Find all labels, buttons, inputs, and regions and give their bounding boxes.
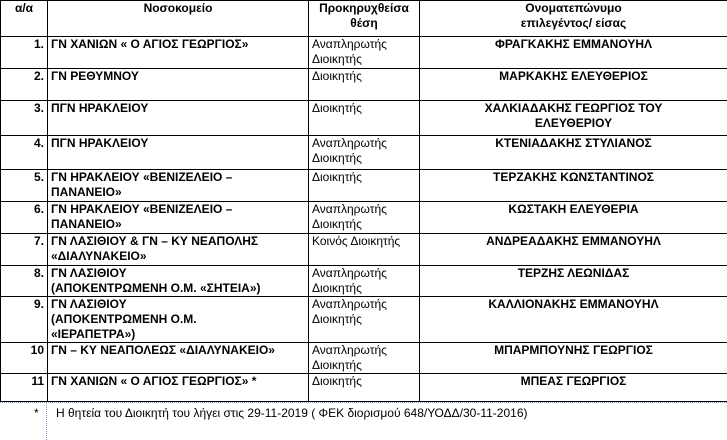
appointee-name-cell: ΜΑΡΚΑΚΗΣ ΕΛΕΥΘΕΡΙΟΣ (420, 69, 727, 101)
row-number: 1. (1, 37, 48, 69)
header-hospital: Νοσοκομείο (48, 1, 309, 37)
appointee-name-cell: ΑΝΔΡΕΑΔΑΚΗΣ ΕΜΜΑΝΟΥΗΛ (420, 234, 727, 266)
position-cell: Κοινός Διοικητής (309, 234, 420, 266)
position-cell: Διοικητής (309, 170, 420, 202)
position-cell: Αναπληρωτής Διοικητής (309, 37, 420, 69)
row-number: 3. (1, 101, 48, 136)
table-row (1, 297, 727, 343)
row-number: 10 (1, 343, 48, 374)
table-row (1, 266, 727, 297)
hospital-cell: ΓΝ ΡΕΘΥΜΝΟΥ (48, 69, 309, 101)
table-row (1, 170, 727, 202)
position-cell: Αναπληρωτής Διοικητής (309, 343, 420, 374)
footnote-marker: * (34, 406, 39, 420)
appointee-name-cell: ΚΤΕΝΙΑΔΑΚΗΣ ΣΤΥΛΙΑΝΟΣ (420, 136, 727, 170)
position-cell: Αναπληρωτής Διοικητής (309, 202, 420, 234)
row-number: 2. (1, 69, 48, 101)
row-number: 8. (1, 266, 48, 297)
table-header-row (1, 1, 727, 37)
hospital-cell: ΓΝ ΗΡΑΚΛΕΙΟΥ «ΒΕΝΙΖΕΛΕΙΟ – ΠΑΝΑΝΕΙΟ» (48, 202, 309, 234)
position-cell: Διοικητής (309, 69, 420, 101)
table-row (1, 69, 727, 101)
hospital-cell: ΓΝ ΛΑΣΙΘΙΟΥ (ΑΠΟΚΕΝΤΡΩΜΕΝΗ Ο.Μ. «ΣΗΤΕΙΑ») (48, 266, 309, 297)
hospital-cell: ΓΝ ΛΑΣΙΘΙΟΥ & ΓΝ – ΚΥ ΝΕΑΠΟΛΗΣ «ΔΙΑΛΥΝΑΚΕΙΟ» (48, 234, 309, 266)
hospital-cell: ΓΝ – ΚΥ ΝΕΑΠΟΛΕΩΣ «ΔΙΑΛΥΝΑΚΕΙΟ» (48, 343, 309, 374)
appointee-name-cell: ΜΠΕΑΣ ΓΕΩΡΓΙΟΣ (420, 374, 727, 402)
row-number: 7. (1, 234, 48, 266)
table-row (1, 343, 727, 374)
header-name: Ονοματεπώνυμο επιλεγέντος/ είσας (420, 1, 727, 37)
appointee-name-cell: ΦΡΑΓΚΑΚΗΣ ΕΜΜΑΝΟΥΗΛ (420, 37, 727, 69)
hospital-cell: ΠΓΝ ΗΡΑΚΛΕΙΟΥ (48, 101, 309, 136)
appointee-name-cell: ΜΠΑΡΜΠΟΥΝΗΣ ΓΕΩΡΓΙΟΣ (420, 343, 727, 374)
footnote (0, 402, 727, 440)
hospital-cell: ΠΓΝ ΗΡΑΚΛΕΙΟΥ (48, 136, 309, 170)
position-cell: Αναπληρωτής Διοικητής (309, 266, 420, 297)
table-row (1, 374, 727, 402)
table-row (1, 101, 727, 136)
hospital-cell: ΓΝ ΗΡΑΚΛΕΙΟΥ «ΒΕΝΙΖΕΛΕΙΟ – ΠΑΝΑΝΕΙΟ» (48, 170, 309, 202)
row-number: 5. (1, 170, 48, 202)
position-cell: Διοικητής (309, 374, 420, 402)
table-row (1, 136, 727, 170)
position-cell: Αναπληρωτής Διοικητής (309, 297, 420, 343)
position-cell: Διοικητής (309, 101, 420, 136)
table-row (1, 202, 727, 234)
appointee-name-cell: ΚΑΛΛΙΟΝΑΚΗΣ ΕΜΜΑΝΟΥΗΛ (420, 297, 727, 343)
row-number: 6. (1, 202, 48, 234)
table-row (1, 37, 727, 69)
appointee-name-cell: ΤΕΡΖΗΣ ΛΕΩΝΙΔΑΣ (420, 266, 727, 297)
hospital-cell: ΓΝ ΛΑΣΙΘΙΟΥ (ΑΠΟΚΕΝΤΡΩΜΕΝΗ Ο.Μ. «ΙΕΡΑΠΕΤΡΑ») (48, 297, 309, 343)
row-number: 9. (1, 297, 48, 343)
hospital-cell: ΓΝ ΧΑΝΙΩΝ « Ο ΑΓΙΟΣ ΓΕΩΡΓΙΟΣ» * (48, 374, 309, 402)
header-number: α/α (1, 1, 48, 37)
header-position: Προκηρυχθείσα θέση (309, 1, 420, 37)
position-cell: Αναπληρωτής Διοικητής (309, 136, 420, 170)
appointee-name-cell: ΚΩΣΤΑΚΗ ΕΛΕΥΘΕΡΙΑ (420, 202, 727, 234)
footnote-text: Η θητεία του Διοικητή του λήγει στις 29-11-2019 ( ΦΕΚ διορισμού 648/ΥΟΔΔ/30-11-2016) (56, 406, 528, 420)
row-number: 11 (1, 374, 48, 402)
appointee-name-cell: ΤΕΡΖΑΚΗΣ ΚΩΝΣΤΑΝΤΙΝΟΣ (420, 170, 727, 202)
row-number: 4. (1, 136, 48, 170)
hospital-cell: ΓΝ ΧΑΝΙΩΝ « Ο ΑΓΙΟΣ ΓΕΩΡΓΙΟΣ» (48, 37, 309, 69)
appointee-name-cell: ΧΑΛΚΙΑΔΑΚΗΣ ΓΕΩΡΓΙΟΣ ΤΟΥ ΕΛΕΥΘΕΡΙΟΥ (420, 101, 727, 136)
table-row (1, 234, 727, 266)
